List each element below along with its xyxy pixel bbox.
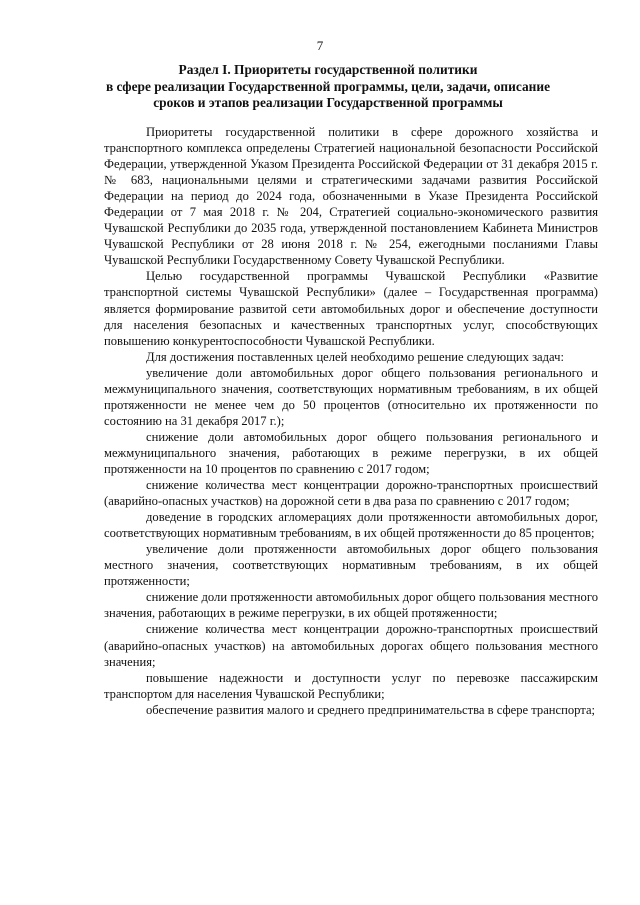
task-item: снижение доли автомобильных дорог общего пользования регионального и межмуниципального значения, работающих в режиме перегрузки, в их общей протяженности на 10 процентов по сравнению с 2017 годом; xyxy=(104,429,598,476)
task-item: снижение доли протяженности автомобильных дорог общего пользования местного значения, работающих в режиме перегрузки, в их общей протяженности; xyxy=(104,590,598,621)
page-number: 7 xyxy=(316,38,324,53)
task-item: доведение в городских агломерациях доли протяженности автомобильных дорог, соответствующих нормативным требованиям, в их общей протяженности до 85 процентов; xyxy=(104,510,598,541)
section-title xyxy=(100,62,556,112)
task-item: обеспечение развития малого и среднего предпринимательства в сфере транспорта; xyxy=(146,702,596,717)
document-body xyxy=(104,124,598,718)
task-item: снижение количества мест концентрации дорожно-транспортных происшествий (аварийно-опасных участков) на автомобильных дорогах общего пользования местного значения; xyxy=(104,622,598,669)
section-title-line: в сфере реализации Государственной программы, цели, задачи, описание xyxy=(105,78,551,94)
task-item: увеличение доли протяженности автомобильных дорог общего пользования местного значения, соответствующих нормативным требованиям, в их общей протяженности; xyxy=(104,542,598,589)
task-item: снижение количества мест концентрации дорожно-транспортных происшествий (аварийно-опасных участков) на дорожной сети в два раза по сравнению с 2017 годом; xyxy=(104,478,598,509)
paragraph-program-goal: Целью государственной программы Чувашской Республики «Развитие транспортной системы Чувашской Республики» (далее – Государственная программа) является формирование развитой сети автомобильных дорог и обеспечение доступности для населения безопасных и качественных транспортных услуг, способствующих повышению конкурентоспособности Чувашской Республики. xyxy=(104,269,598,348)
task-item: увеличение доли автомобильных дорог общего пользования регионального и межмуниципального значения, соответствующих нормативным требованиям, в их общей протяженности не менее чем до 50 процентов (относительно их протяженности по состоянию на 31 декабря 2017 г.); xyxy=(104,365,598,428)
task-item: повышение надежности и доступности услуг по перевозке пассажирским транспортом для населения Чувашской Республики; xyxy=(104,670,598,701)
paragraph-tasks-intro: Для достижения поставленных целей необходимо решение следующих задач: xyxy=(146,349,564,364)
section-title-line: сроков и этапов реализации Государственной программы xyxy=(153,95,503,110)
paragraph-priorities: Приоритеты государственной политики в сфере дорожного хозяйства и транспортного комплекса определены Стратегией национальной безопасности Российской Федерации, утвержденной Указом Президента Российской Федерации от 31 декабря 2015 г. № 683, национальными целями и стратегическими задачами развития Российской Федерации на период до 2024 года, обозначенными в Указе Президента Российской Федерации от 7 мая 2018 г. № 204, Стратегией социально-экономического развития Чувашской Республики до 2035 года, утвержденной постановлением Кабинета Министров Чувашской Республики от 28 июня 2018 г. № 254, ежегодными посланиями Главы Чувашской Республики Государственному Совету Чувашской Республики. xyxy=(104,125,598,268)
section-title-line: Раздел I. Приоритеты государственной политики xyxy=(178,62,478,77)
